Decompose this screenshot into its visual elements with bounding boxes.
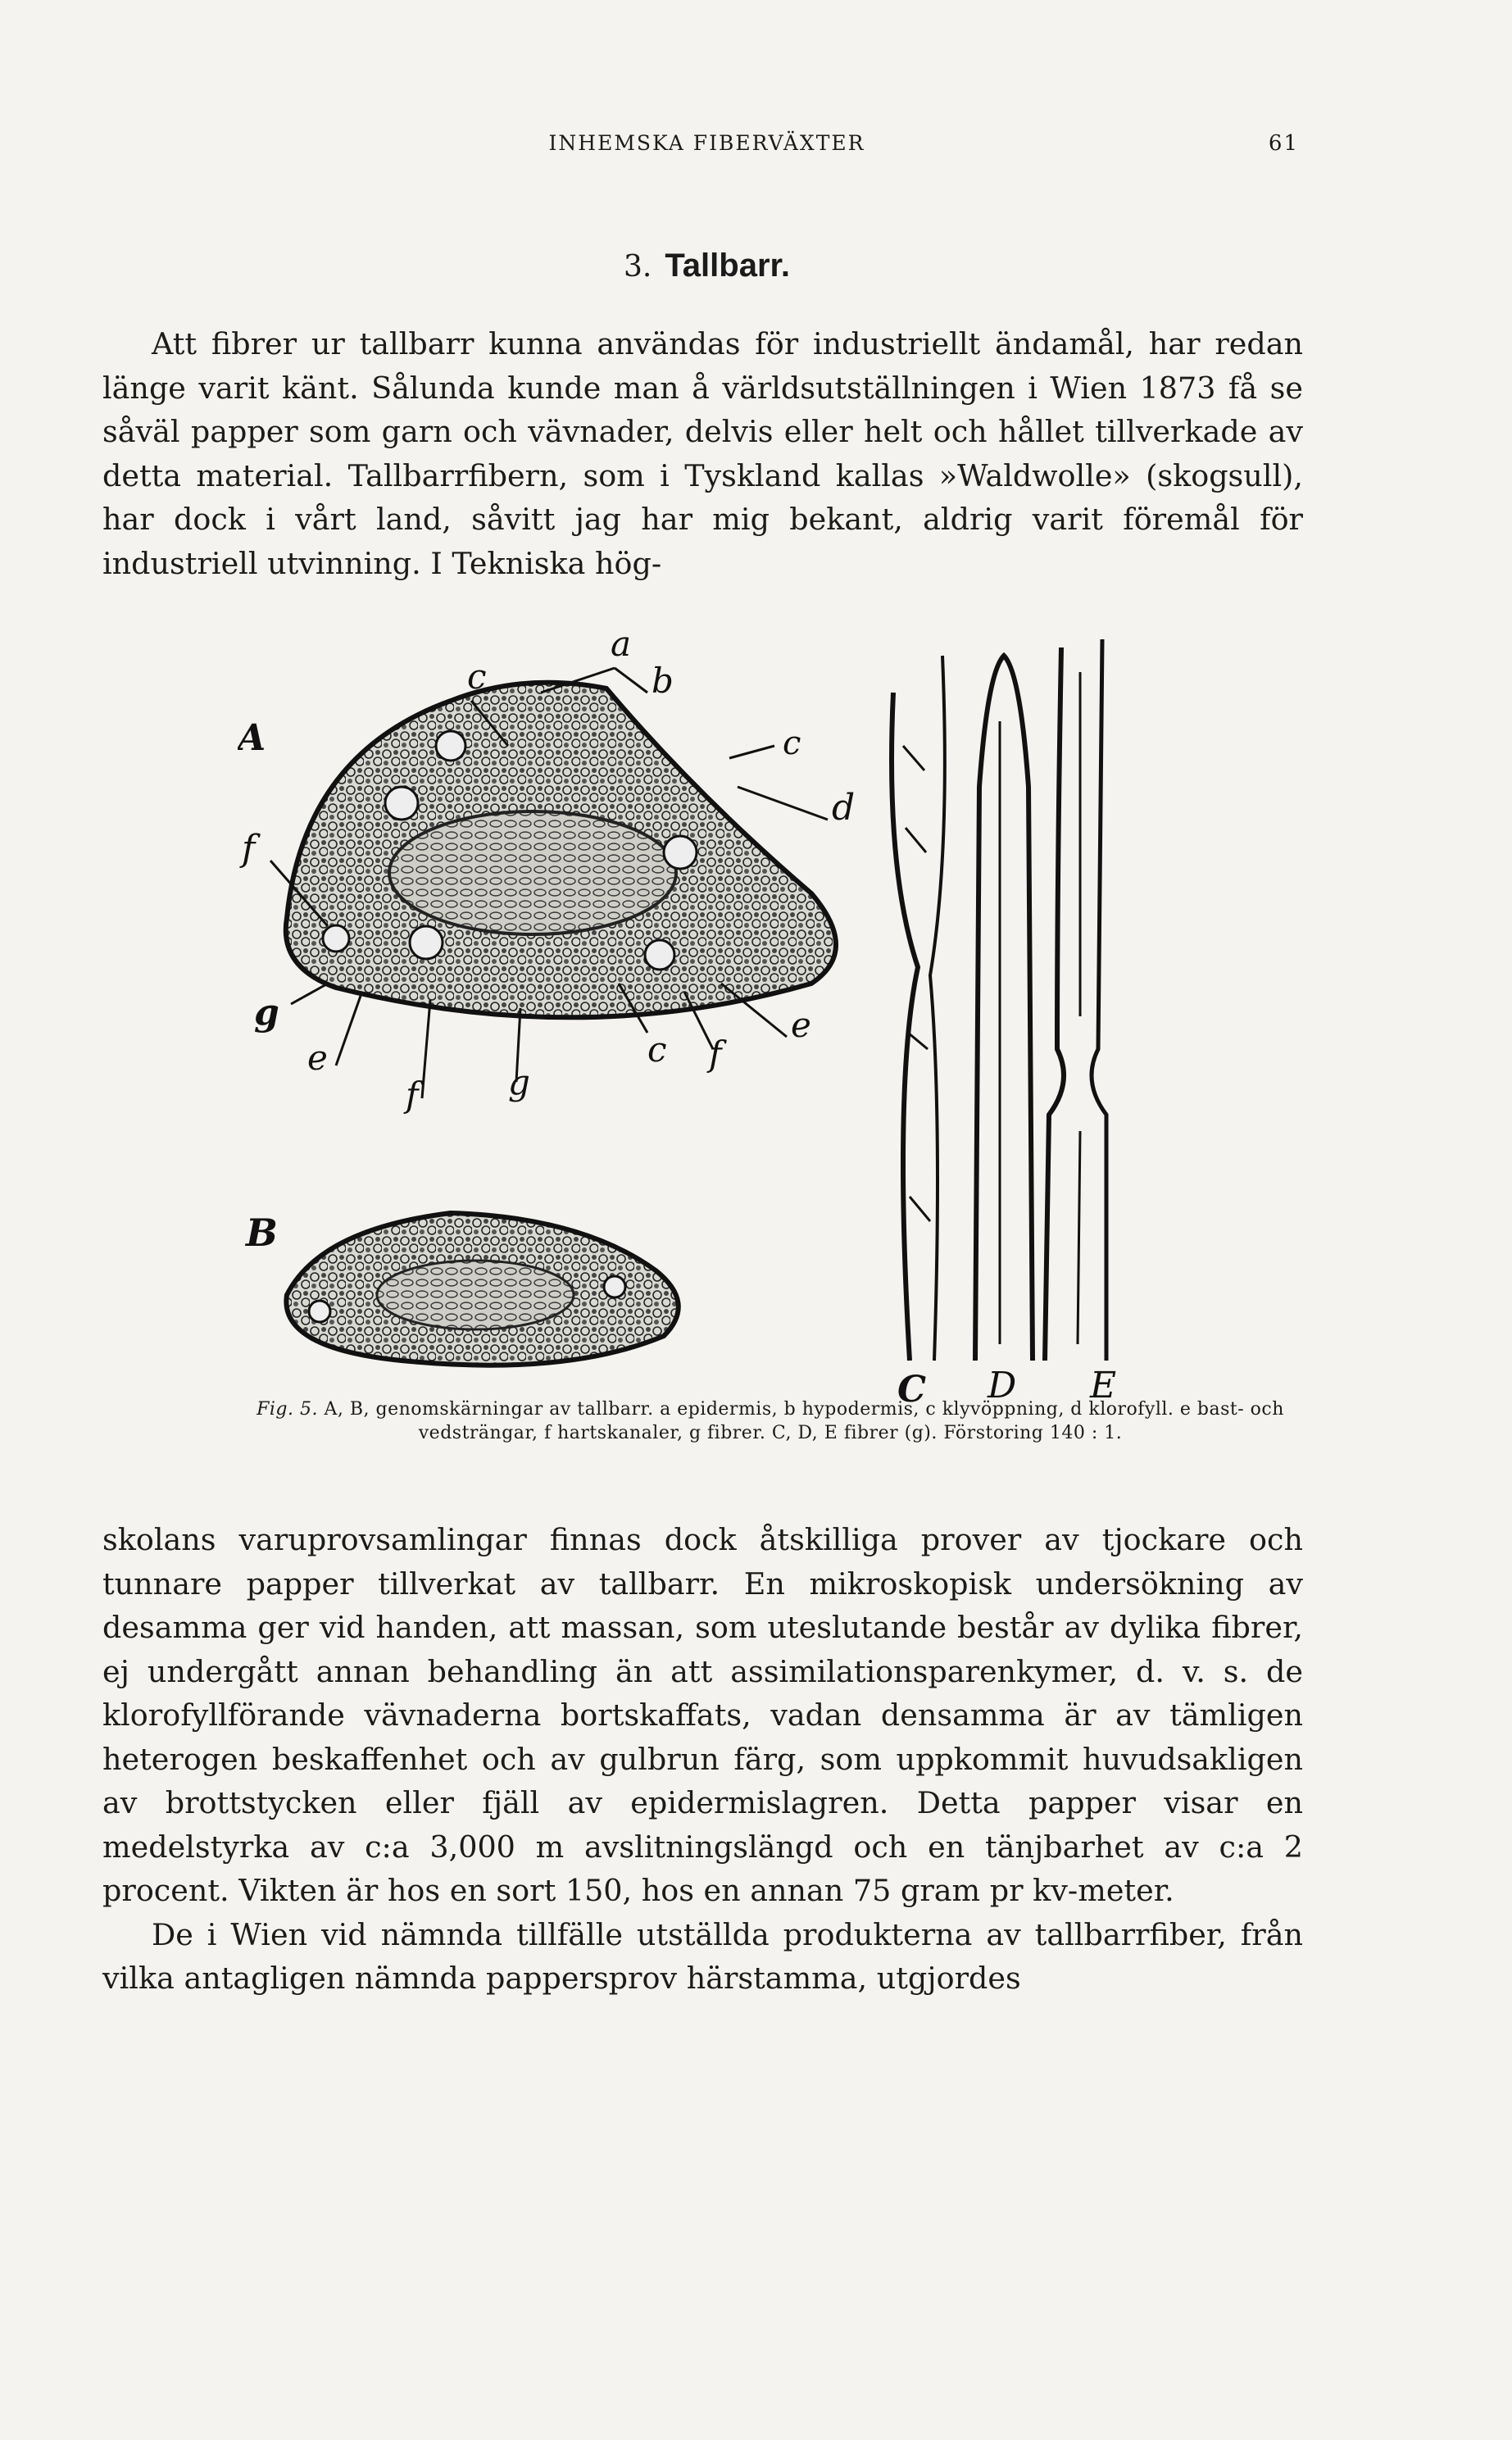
label-f2: f (406, 1075, 419, 1115)
fibre-e (1045, 639, 1106, 1361)
label-g2: g (508, 1062, 530, 1102)
label-D: D (988, 1365, 1017, 1406)
running-title: INHEMSKA FIBERVÄXTER (548, 131, 865, 155)
section-title: Tallbarr. (665, 248, 790, 284)
fibre-d (975, 656, 1033, 1361)
label-a: a (611, 624, 632, 664)
label-B: B (246, 1211, 278, 1255)
label-b: b (652, 661, 674, 701)
label-E: E (1090, 1365, 1117, 1406)
caption-label: Fig. 5. (257, 1399, 318, 1420)
paragraph: skolans varuprovsamlingar finnas dock åtskilliga prover av tjockare och tunnare papper tillverkat av tallbarr. En mikroskopisk undersökning av desamma ger vid handen, att massan, som uteslutande består av dylika fibrer, ej undergått annan behandling än att assimilationsparenkymer, d. v. s. de klorofyllförande vävnaderna bortskaffats, vadan densamma är av tämligen heterogen beskaffenhet och av gulbrun färg, som uppkommit huvudsakligen av brottstycken eller fjäll av epidermislagren. Detta papper visar en medelstyrka av c:a 3,000 m avslitningslängd och en tänjbarhet av c:a 2 procent. Vikten är hos en sort 150, hos en annan 75 gram pr kv-meter. (102, 1522, 1303, 1908)
page-number: 61 (1268, 131, 1299, 156)
label-C: C (897, 1369, 927, 1410)
cross-section-b (286, 1213, 678, 1365)
section-number: 3. (623, 250, 652, 284)
body-text-bottom (102, 1518, 1303, 2001)
label-f1: f (242, 828, 256, 870)
label-A: A (238, 717, 266, 759)
section-heading (115, 248, 1299, 284)
label-c2: c (783, 725, 801, 762)
paragraph: De i Wien vid nämnda tillfälle utställda produkterna av tallbarrfiber, från vilka antagligen nämnda pappersprov härstamma, utgjordes (102, 1916, 1303, 1996)
label-c1: c (467, 657, 487, 697)
body-text-top (102, 322, 1303, 585)
fibres-c-d-e (892, 639, 1106, 1361)
figure-caption (221, 1397, 1319, 1445)
label-d: d (832, 787, 856, 829)
fibre-c (892, 656, 945, 1361)
figure-5-illustration (238, 623, 1295, 1410)
label-f3: f (709, 1034, 722, 1074)
running-header (115, 131, 1299, 155)
paragraph: Att fibrer ur tallbarr kunna användas för industriellt ändamål, har redan länge varit känt. Sålunda kunde man å världsutställningen i Wien 1873 få se såväl papper som garn och vävnader, delvis eller helt och hållet tillverkade av detta material. Tallbarrfibern, som i Tyskland kallas »Waldwolle» (skogsull), har dock i vårt land, såvitt jag har mig bekant, aldrig varit föremål för industriell utvinning. I Tekniska hög- (102, 326, 1303, 581)
label-e1: e (307, 1038, 328, 1078)
label-g1: g (254, 992, 279, 1034)
label-c3: c (647, 1029, 667, 1070)
caption-text: A, B, genomskärningar av tallbarr. a epidermis, b hypodermis, c klyvöppning, d klorofyll. e bast- och vedsträngar, f hartskanaler, g fibrer. C, D, E fibrer (g). Förstoring 140 : 1. (324, 1399, 1284, 1443)
cross-section-a (286, 683, 836, 1018)
label-e2: e (791, 1005, 811, 1045)
